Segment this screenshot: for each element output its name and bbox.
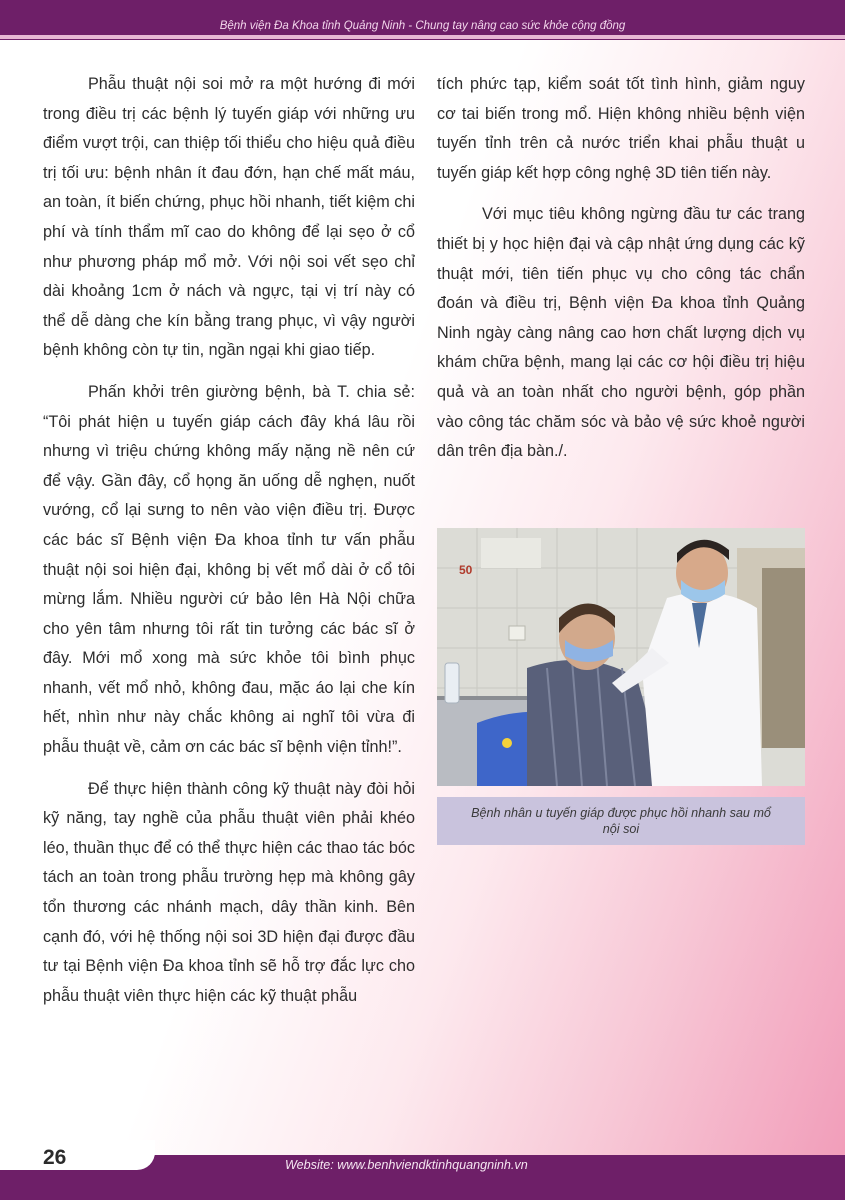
photo-wall-number: 50 [459, 563, 473, 577]
header-accent-line [0, 35, 845, 39]
footer-website: Website: www.benhviendktinhquangninh.vn [285, 1158, 528, 1172]
running-header: Bệnh viện Đa Khoa tỉnh Quảng Ninh - Chung tay nâng cao sức khỏe cộng đồng [219, 20, 626, 32]
article-photo [437, 528, 805, 786]
body-paragraph-continuation: tích phức tạp, kiểm soát tốt tình hình, giảm nguy cơ tai biến trong mổ. Hiện không nhiều bệnh viện tuyến tỉnh trên cả nước triển khai phẫu thuật u tuyến giáp kết hợp công nghệ 3D tiên tiến này. [437, 75, 805, 182]
right-column [437, 70, 805, 479]
page-number: 26 [43, 1146, 67, 1169]
page-number-tab [0, 1140, 155, 1170]
body-paragraph-4: Với mục tiêu không ngừng đầu tư các trang thiết bị y học hiện đại và cập nhật ứng dụng các kỹ thuật mới, tiên tiến phục vụ cho công tác chẩn đoán và điều trị, Bệnh viện Đa khoa tỉnh Quảng Ninh ngày càng nâng cao hơn chất lượng dịch vụ khám chữa bệnh, mang lại các cơ hội điều trị hiệu quả và an toàn nhất cho người bệnh, góp phần vào công tác chăm sóc và bảo vệ sức khoẻ người dân trên địa bàn./. [437, 205, 805, 461]
body-paragraph-1: Phẫu thuật nội soi mở ra một hướng đi mới trong điều trị các bệnh lý tuyến giáp với những ưu điểm vượt trội, can thiệp tối thiểu cho hiệu quả điều trị tối ưu: bệnh nhân ít đau đớn, hạn chế mất máu, an toàn, ít biến chứng, phục hồi nhanh, tiết kiệm chi phí và tính thẩm mĩ cao do không để lại sẹo ở cổ như phương pháp mổ mở. Với nội soi vết sẹo chỉ dài khoảng 1cm ở nách và ngực, tại vị trí này có thể dễ dàng che kín bằng trang phục, vì vậy người bệnh không còn tự tin, ngần ngại khi giao tiếp. [43, 75, 415, 360]
photo-illustration [437, 528, 805, 786]
body-paragraph-3: Để thực hiện thành công kỹ thuật này đòi hỏi kỹ năng, tay nghề của phẫu thuật viên phải khéo léo, thuần thục để có thể thực hiện các thao tác bóc tách an toàn trong phẫu trường hẹp mà không gây tổn thương các nhánh mạch, dây thần kinh. Bên cạnh đó, với hệ thống nội soi 3D hiện đại được đầu tư tại Bệnh viện Đa khoa tỉnh sẽ hỗ trợ đắc lực cho phẫu thuật viên thực hiện các kỹ thuật phẫu [43, 779, 415, 1005]
photo-caption-box [437, 797, 805, 845]
photo-caption: Bệnh nhân u tuyến giáp được phục hồi nhanh sau mổ nội soi [471, 806, 771, 836]
body-paragraph-2: Phấn khởi trên giường bệnh, bà T. chia sẻ: “Tôi phát hiện u tuyến giáp cách đây khá lâu rồi nhưng vì triệu chứng không mấy nặng nề nên cứ để vậy. Gần đây, cổ họng ăn uống dễ nghẹn, nuốt vướng, cổ lại sưng to nên vào viện điều trị. Được các bác sĩ Bệnh viện Đa khoa tỉnh tư vấn phẫu thuật nội soi hiện đại, không bị vết mổ dài ở cổ tôi mừng lắm. Nhiều người cứ bảo lên Hà Nội chữa cho yên tâm nhưng tôi rất tin tưởng các bác sĩ ở đây. Mới mổ xong mà sức khỏe tôi bình phục nhanh, vết mổ nhỏ, không đau, mặc áo lại che kín hết, nhìn như này chắc không ai nghĩ tôi vừa đi phẫu thuật về, cảm ơn các bác sĩ bệnh viện tỉnh!”. [43, 382, 415, 757]
left-column [43, 70, 415, 1023]
header-bar [0, 0, 845, 40]
